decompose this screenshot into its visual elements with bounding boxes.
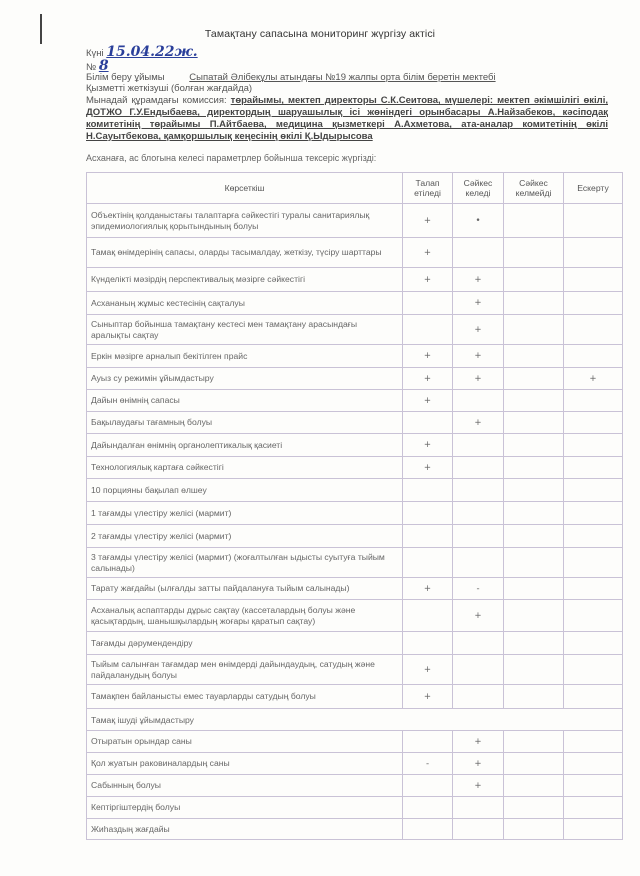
indicator-cell: 2 тағамды үлестіру желісі (мармит) <box>87 525 403 548</box>
compliant-mark: + <box>453 345 504 368</box>
compliant-mark <box>453 797 504 819</box>
note-mark <box>564 753 623 775</box>
indicator-cell: Бақылаудағы тағамның болуы <box>87 412 403 434</box>
required-mark <box>403 502 453 525</box>
compliant-mark <box>453 479 504 502</box>
required-mark: + <box>403 368 453 390</box>
indicator-cell: Қол жуатын раковиналардың саны <box>87 753 403 775</box>
compliant-mark: + <box>453 368 504 390</box>
table-row <box>87 345 623 368</box>
required-mark <box>403 479 453 502</box>
required-mark <box>403 797 453 819</box>
note-mark <box>564 345 623 368</box>
required-mark <box>403 819 453 840</box>
required-mark: + <box>403 345 453 368</box>
note-mark <box>564 578 623 600</box>
table-row <box>87 390 623 412</box>
header-note: Ескерту <box>564 173 623 204</box>
non-compliant-mark <box>504 753 564 775</box>
non-compliant-mark <box>504 548 564 578</box>
required-mark <box>403 315 453 345</box>
table-row <box>87 238 623 268</box>
commission-text: төрайымы, мектеп директоры С.К.Сеитова, мүшелері: мектеп әкімшілігі өкілі, ДОТЖО Г.У.Ендыбаева, директордың шаруашылық ісі жөніндегі орынбасары А.Найзабеков, кәсіподақ комитетінің төрайымы П.Айтбаева, медицина қызметкері А.Ахметова, ата-аналар комитетінің өкілі Н.Сауытбекова, қамқоршылық кеңесінің өкілі Қ.Ыдырысова <box>86 95 608 142</box>
number-value: 8 <box>98 58 109 74</box>
note-mark <box>564 548 623 578</box>
required-mark <box>403 775 453 797</box>
non-compliant-mark <box>504 268 564 292</box>
non-compliant-mark <box>504 457 564 479</box>
table-row <box>87 525 623 548</box>
compliant-mark <box>453 502 504 525</box>
indicator-cell: 3 тағамды үлестіру желісі (мармит) (жоғалтылған ыдысты суытуға тыйым салынады) <box>87 548 403 578</box>
monitoring-table <box>86 172 623 840</box>
indicator-cell: Тарату жағдайы (ылғалды затты пайдалануға тыйым салынады) <box>87 578 403 600</box>
required-mark: + <box>403 685 453 709</box>
compliant-mark: + <box>453 268 504 292</box>
non-compliant-mark <box>504 434 564 457</box>
indicator-cell: Ауыз су режимін ұйымдастыру <box>87 368 403 390</box>
required-mark <box>403 412 453 434</box>
note-mark <box>564 315 623 345</box>
indicator-cell: Тыйым салынған тағамдар мен өнімдерді дайындаудың, сатудың және пайдаланудың болуы <box>87 655 403 685</box>
compliant-mark <box>453 457 504 479</box>
section-title: Тамақ ішуді ұйымдастыру <box>87 709 623 731</box>
compliant-mark <box>453 238 504 268</box>
required-mark: - <box>403 753 453 775</box>
non-compliant-mark <box>504 502 564 525</box>
indicator-cell: Асханалық аспаптарды дұрыс сақтау (кассеталардың болуы және қасықтардың, шанышқылардың жоғары қаратып сақтау) <box>87 600 403 632</box>
table-row <box>87 434 623 457</box>
compliant-mark: + <box>453 600 504 632</box>
non-compliant-mark <box>504 819 564 840</box>
note-mark <box>564 479 623 502</box>
compliant-mark: • <box>453 204 504 238</box>
table-row <box>87 548 623 578</box>
table-row <box>87 775 623 797</box>
note-mark <box>564 434 623 457</box>
date-value: 15.04.22ж. <box>106 44 198 60</box>
indicator-cell: Технологиялық картаға сәйкестігі <box>87 457 403 479</box>
indicator-cell: 10 порцияны бақылап өлшеу <box>87 479 403 502</box>
non-compliant-mark <box>504 204 564 238</box>
indicator-cell: Тамақпен байланысты емес тауарларды сатудың болуы <box>87 685 403 709</box>
header-required: Талап етіледі <box>403 173 453 204</box>
indicator-cell: Асхананың жұмыс кестесінің сақталуы <box>87 292 403 315</box>
indicator-cell: Сабынның болуы <box>87 775 403 797</box>
indicator-cell: Күнделікті мәзірдің перспективалық мәзірге сәйкестігі <box>87 268 403 292</box>
non-compliant-mark <box>504 731 564 753</box>
note-mark <box>564 204 623 238</box>
non-compliant-mark <box>504 632 564 655</box>
note-mark <box>564 502 623 525</box>
table-row <box>87 268 623 292</box>
school-value: Сыпатай Әлібекұлы атындағы №19 жалпы орта білім беретін мектебі <box>189 72 496 83</box>
note-mark: + <box>564 368 623 390</box>
note-mark <box>564 819 623 840</box>
table-row <box>87 479 623 502</box>
compliant-mark <box>453 655 504 685</box>
note-mark <box>564 731 623 753</box>
indicator-cell: Еркін мәзірге арналып бекітілген прайс <box>87 345 403 368</box>
table-row <box>87 315 623 345</box>
note-mark <box>564 412 623 434</box>
indicator-cell: Сыныптар бойынша тамақтану кестесі мен тамақтану арасындағы аралықты сақтау <box>87 315 403 345</box>
compliant-mark <box>453 434 504 457</box>
required-mark <box>403 632 453 655</box>
indicator-cell: 1 тағамды үлестіру желісі (мармит) <box>87 502 403 525</box>
section-row <box>87 709 623 731</box>
indicator-cell: Тамақ өнімдерінің сапасы, оларды тасымалдау, жеткізу, түсіру шарттары <box>87 238 403 268</box>
non-compliant-mark <box>504 315 564 345</box>
school-row <box>86 72 496 83</box>
non-compliant-mark <box>504 368 564 390</box>
table-row <box>87 797 623 819</box>
non-compliant-mark <box>504 479 564 502</box>
commission-paragraph <box>86 95 608 143</box>
document-title: Тамақтану сапасына мониторинг жүргізу актісі <box>204 28 436 40</box>
supplier-label: Қызметті жеткізуші (болған жағдайда) <box>86 83 253 94</box>
non-compliant-mark <box>504 775 564 797</box>
compliant-mark <box>453 390 504 412</box>
table-row <box>87 412 623 434</box>
note-mark <box>564 655 623 685</box>
note-mark <box>564 292 623 315</box>
compliant-mark: + <box>453 412 504 434</box>
note-mark <box>564 390 623 412</box>
non-compliant-mark <box>504 412 564 434</box>
indicator-cell: Дайындалған өнімнің органолептикалық қасиеті <box>87 434 403 457</box>
table-header-row <box>87 173 623 204</box>
note-mark <box>564 525 623 548</box>
note-mark <box>564 268 623 292</box>
compliant-mark: + <box>453 775 504 797</box>
table-row <box>87 600 623 632</box>
required-mark <box>403 600 453 632</box>
school-label: Білім беру ұйымы <box>86 72 165 83</box>
compliant-mark <box>453 548 504 578</box>
required-mark: + <box>403 578 453 600</box>
non-compliant-mark <box>504 797 564 819</box>
header-indicator: Көрсеткіш <box>87 173 403 204</box>
indicator-cell: Тағамды дәрумендендіру <box>87 632 403 655</box>
required-mark: + <box>403 268 453 292</box>
non-compliant-mark <box>504 655 564 685</box>
header-non-compliant: Сәйкес келмейді <box>504 173 564 204</box>
intro-text: Асханаға, ас блогына келесі параметрлер бойынша тексеріс жүргізді: <box>86 153 377 163</box>
non-compliant-mark <box>504 685 564 709</box>
compliant-mark: + <box>453 292 504 315</box>
non-compliant-mark <box>504 600 564 632</box>
compliant-mark: + <box>453 731 504 753</box>
compliant-mark <box>453 632 504 655</box>
indicator-cell: Дайын өнімнің сапасы <box>87 390 403 412</box>
non-compliant-mark <box>504 292 564 315</box>
table-row <box>87 632 623 655</box>
compliant-mark: + <box>453 753 504 775</box>
note-mark <box>564 238 623 268</box>
commission-label: Мынадай құрамдағы комиссия: <box>86 95 227 106</box>
table-row <box>87 685 623 709</box>
indicator-cell: Жиһаздың жағдайы <box>87 819 403 840</box>
table-row <box>87 731 623 753</box>
non-compliant-mark <box>504 345 564 368</box>
table-row <box>87 578 623 600</box>
note-mark <box>564 632 623 655</box>
table-row <box>87 457 623 479</box>
required-mark: + <box>403 390 453 412</box>
table-row <box>87 292 623 315</box>
table-row <box>87 368 623 390</box>
required-mark: + <box>403 238 453 268</box>
indicator-cell: Отыратын орындар саны <box>87 731 403 753</box>
compliant-mark <box>453 525 504 548</box>
required-mark <box>403 731 453 753</box>
table-row <box>87 753 623 775</box>
note-mark <box>564 797 623 819</box>
non-compliant-mark <box>504 390 564 412</box>
note-mark <box>564 775 623 797</box>
note-mark <box>564 685 623 709</box>
compliant-mark <box>453 819 504 840</box>
required-mark: + <box>403 204 453 238</box>
required-mark <box>403 525 453 548</box>
non-compliant-mark <box>504 238 564 268</box>
indicator-cell: Кептіргіштердің болуы <box>87 797 403 819</box>
date-label: Күні <box>86 48 104 59</box>
non-compliant-mark <box>504 578 564 600</box>
table-row <box>87 502 623 525</box>
compliant-mark <box>453 685 504 709</box>
table-row <box>87 655 623 685</box>
number-label: № <box>86 62 97 73</box>
required-mark: + <box>403 434 453 457</box>
required-mark <box>403 292 453 315</box>
header-compliant: Сәйкес келеді <box>453 173 504 204</box>
required-mark: + <box>403 457 453 479</box>
table-row <box>87 819 623 840</box>
required-mark: + <box>403 655 453 685</box>
required-mark <box>403 548 453 578</box>
non-compliant-mark <box>504 525 564 548</box>
table-row <box>87 204 623 238</box>
supplier-row <box>86 83 252 94</box>
note-mark <box>564 457 623 479</box>
note-mark <box>564 600 623 632</box>
compliant-mark: + <box>453 315 504 345</box>
indicator-cell: Объектінің қолданыстағы талаптарға сәйкестігі туралы санитариялық эпидемиологиялық қорытындының болуы <box>87 204 403 238</box>
compliant-mark: - <box>453 578 504 600</box>
